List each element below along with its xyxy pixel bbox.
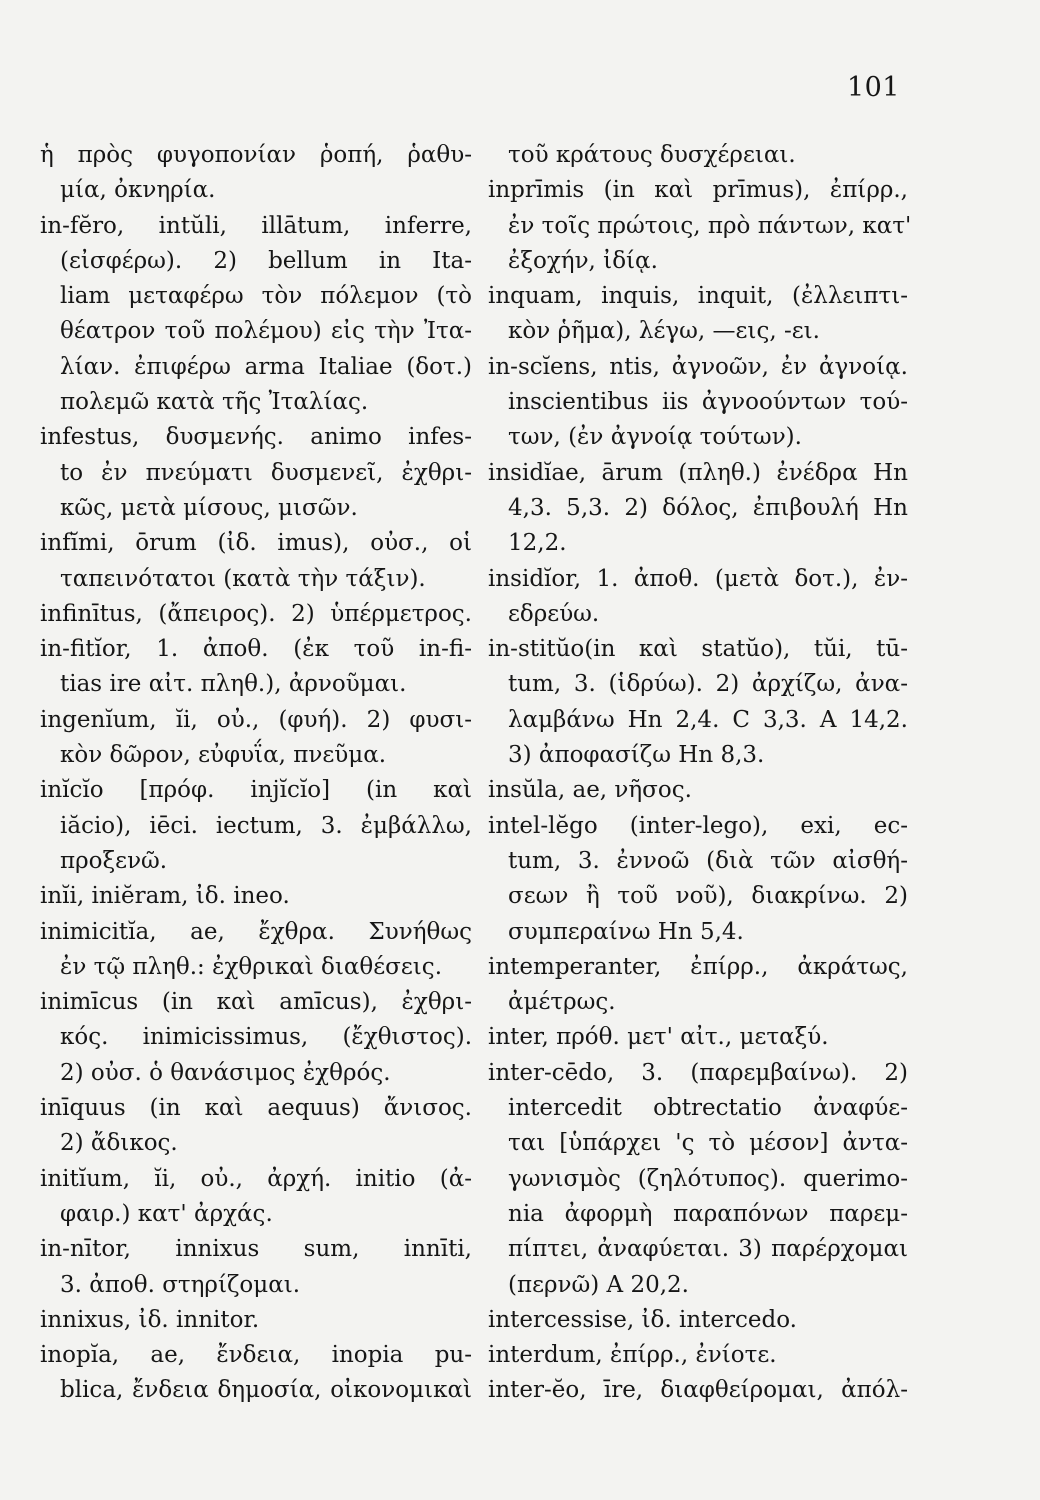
entry-line: τοῦ κράτους δυσχέρειαι.: [508, 142, 796, 168]
entry-line: tum, 3. ἐννοῶ (διὰ τῶν αἰσθή-: [508, 847, 908, 874]
entry-line: (περνῶ) A 20,2.: [508, 1271, 689, 1298]
entry-line: in-scĭens, ntis, ἀγνοῶν, ἐν ἀγνοίᾳ.: [488, 353, 908, 380]
entry-line: intemperanter, ἐπίρρ., ἀκράτως,: [488, 953, 908, 980]
left-column: [40, 138, 472, 1409]
entry-line: μία, ὀκνηρία.: [60, 177, 216, 204]
entry-line: πίπτει, ἀναφύεται. 3) παρέρχομαι: [508, 1236, 908, 1263]
entry-line: ται [ὑπάρχει 'ς τὸ μέσον] ἀντα-: [508, 1130, 908, 1157]
entry-line: των, (ἐν ἀγνοίᾳ τούτων).: [508, 424, 802, 451]
entry-line: innixus, ἰδ. innitor.: [40, 1306, 260, 1333]
entry-line: iăcio), iēci. iectum, 3. ἐμβάλλω,: [60, 812, 472, 839]
entry-line: 4,3. 5,3. 2) δόλος, ἐπιβουλή Hn: [508, 494, 908, 521]
entry-line: insŭla, ae, νῆσος.: [488, 777, 692, 804]
entry-line: λίαν. ἐπιφέρω arma Italiae (δοτ.): [60, 353, 472, 380]
entry-line: inprīmis (in καὶ prīmus), ἐπίρρ.,: [488, 177, 908, 204]
entry-line: insidĭae, ārum (πληθ.) ἐνέδρα Hn: [488, 459, 908, 486]
entry-line: 12,2.: [508, 530, 567, 557]
entry-line: ingenĭum, ĭi, οὐ., (φυή). 2) φυσι-: [40, 706, 472, 733]
entry-line: ἐξοχήν, ἰδίᾳ.: [508, 247, 658, 274]
entry-line: 3. ἀποθ. στηρίζομαι.: [60, 1271, 301, 1298]
entry-line: infinītus, (ἄπειρος). 2) ὑπέρμετρος.: [40, 600, 472, 627]
page-number: 101: [846, 72, 900, 103]
entry-line: infĭmi, ōrum (ἰδ. imus), οὐσ., οἱ: [40, 530, 472, 557]
entry-line: inĭcĭo [πρόφ. injĭcĭo] (in καὶ: [40, 777, 472, 804]
entry-line: inīquus (in καὶ aequus) ἄνισος.: [40, 1095, 472, 1122]
entry-line: κός. inimicissimus, (ἔχθιστος).: [60, 1024, 472, 1051]
entry-line: (εἰσφέρω). 2) bellum in Ita-: [60, 247, 472, 274]
right-column: [488, 138, 912, 1409]
entry-line: συμπεραίνω Hn 5,4.: [508, 918, 744, 945]
entry-line: ἐν τοῖς πρώτοις, πρὸ πάντων, κατ': [508, 212, 912, 239]
entry-line: λαμβάνω Hn 2,4. C 3,3. A 14,2.: [508, 706, 908, 733]
entry-line: in-stitŭo(in καὶ statŭo), tŭi, tū-: [488, 636, 908, 663]
entry-line: intercessise, ἰδ. intercedo.: [488, 1306, 797, 1333]
entry-line: infestus, δυσμενής. animo infes-: [40, 424, 472, 451]
entry-line: 2) οὐσ. ὁ θανάσιμος ἐχθρός.: [60, 1059, 391, 1086]
entry-line: tum, 3. (ἱδρύω). 2) ἀρχίζω, ἀνα-: [508, 671, 908, 698]
entry-line: insidĭor, 1. ἀποθ. (μετὰ δοτ.), ἐν-: [488, 565, 908, 592]
entry-line: inter, πρόθ. μετ' αἰτ., μεταξύ.: [488, 1024, 829, 1051]
entry-line: liam μεταφέρω τὸν πόλεμον (τὸ: [60, 283, 472, 310]
entry-line: inimīcus (in καὶ amīcus), ἐχθρι-: [40, 989, 472, 1016]
entry-line: in-fitĭor, 1. ἀποθ. (ἐκ τοῦ in-fi-: [40, 636, 472, 663]
entry-line: 2) ἄδικος.: [60, 1130, 178, 1157]
entry-line: inquam, inquis, inquit, (ἐλλειπτι-: [488, 283, 908, 310]
entry-line: 3) ἀποφασίζω Hn 8,3.: [508, 742, 765, 769]
entry-line: ἀμέτρως.: [508, 989, 616, 1016]
entry-line: κῶς, μετὰ μίσους, μισῶν.: [60, 494, 358, 521]
entry-line: tias ire αἰτ. πληθ.), ἀρνοῦμαι.: [60, 671, 407, 698]
entry-line: προξενῶ.: [60, 847, 168, 874]
entry-line: πολεμῶ κατὰ τῆς Ἰταλίας.: [60, 389, 369, 416]
entry-line: inter-cēdo, 3. (παρεμβαίνω). 2): [488, 1059, 908, 1086]
entry-line: intel-lĕgo (inter-lego), exi, ec-: [488, 812, 908, 839]
entry-line: intercedit obtrectatio ἀναφύε-: [508, 1095, 908, 1122]
entry-line: φαιρ.) κατ' ἀρχάς.: [60, 1200, 273, 1227]
entry-line: initĭum, ĭi, οὐ., ἀρχή. initio (ἀ-: [40, 1165, 472, 1192]
entry-line: σεων ἢ τοῦ νοῦ), διακρίνω. 2): [508, 883, 908, 910]
entry-line: interdum, ἐπίρρ., ἐνίοτε.: [488, 1342, 777, 1369]
entry-line: in-nītor, innixus sum, innīti,: [40, 1236, 472, 1263]
entry-line: ἡ πρὸς φυγοπονίαν ῥοπή, ῥαθυ-: [40, 142, 472, 168]
entry-line: inopĭa, ae, ἔνδεια, inopia pu-: [40, 1342, 472, 1369]
entry-line: blica, ἔνδεια δημοσία, οἰκονομικαὶ: [60, 1377, 472, 1404]
entry-line: inimicitĭa, ae, ἔχθρα. Συνήθως: [40, 918, 472, 945]
entry-line: to ἐν πνεύματι δυσμενεῖ, ἐχθρι-: [60, 459, 472, 486]
entry-line: inĭi, iniĕram, ἰδ. ineo.: [40, 883, 290, 910]
entry-line: γωνισμὸς (ζηλότυπος). querimo-: [508, 1165, 908, 1192]
entry-line: nia ἀφορμὴ παραπόνων παρεμ-: [508, 1200, 908, 1227]
entry-line: κὸν ῥῆμα), λέγω, —εις, -ει.: [508, 318, 820, 345]
entry-line: ἐν τῷ πληθ.: ἐχθρικαὶ διαθέσεις.: [60, 953, 443, 980]
entry-line: in-fĕro, intŭli, illātum, inferre,: [40, 212, 472, 239]
entry-line: inscientibus iis ἀγνοούντων τού-: [508, 389, 908, 416]
entry-line: θέατρον τοῦ πολέμου) εἰς τὴν Ἰτα-: [60, 318, 472, 345]
entry-line: κὸν δῶρον, εὐφυΐα, πνεῦμα.: [60, 742, 387, 769]
entry-line: inter-ĕo, īre, διαφθείρομαι, ἀπόλ-: [488, 1377, 908, 1404]
entry-line: εδρεύω.: [508, 600, 600, 627]
entry-line: ταπεινότατοι (κατὰ τὴν τάξιν).: [60, 565, 426, 592]
